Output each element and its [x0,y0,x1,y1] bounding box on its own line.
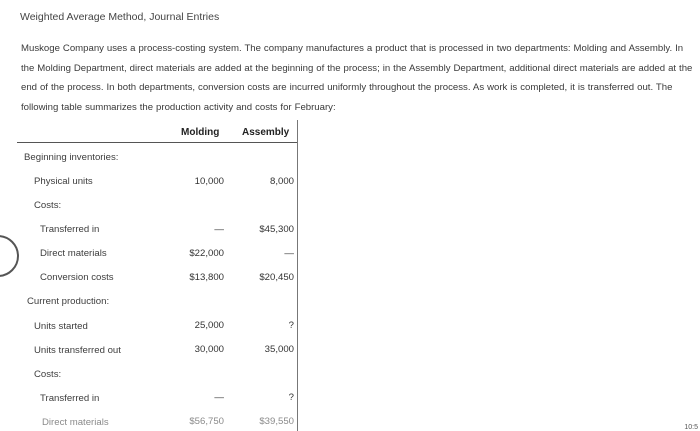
row-label-conversion-costs: Conversion costs [40,272,114,283]
table-right-border [297,120,298,431]
row-label-costs-current: Costs: [34,369,62,380]
cell-molding-direct-materials-current: $56,750 [189,416,224,427]
cell-assembly-conversion-costs: $20,450 [259,272,294,283]
column-header-molding: Molding [181,127,220,138]
page-title: Weighted Average Method, Journal Entries [20,11,220,23]
row-label-costs: Costs: [34,200,62,211]
cell-assembly-transferred-in: $45,300 [259,224,294,235]
row-label-direct-materials: Direct materials [40,248,107,259]
corner-label: 10:5 [684,424,698,431]
cell-molding-physical-units: 10,000 [194,176,224,187]
cell-molding-transferred-in: — [214,224,224,235]
column-header-assembly: Assembly [242,127,290,138]
cell-assembly-direct-materials-current: $39,550 [259,416,294,427]
row-label-physical-units: Physical units [34,176,93,187]
cell-assembly-units-started: ? [288,320,294,331]
cell-molding-units-started: 25,000 [194,320,224,331]
row-label-current-production: Current production: [27,296,110,307]
cell-molding-transferred-in-current: — [214,392,224,403]
cell-molding-direct-materials: $22,000 [189,248,224,259]
problem-description: Muskoge Company uses a process-costing system. The company manufactures a product that is processed in two departments: Molding and Assembly. In the Molding Department, direct materials are added at the beginning of the process; in the Assembly Department, additional direct materials are added at the end of the process. In both departments, conversion costs are incurred uniformly throughout the process. As work is completed, it is transferred out. The following table summarizes the production activity and costs for February: [21,43,693,113]
row-label-transferred-in-current: Transferred in [40,393,100,404]
row-label-units-started: Units started [34,321,88,332]
cell-molding-conversion-costs: $13,800 [189,272,224,283]
row-label-units-transferred-out: Units transferred out [34,345,121,356]
cell-molding-units-transferred-out: 30,000 [194,344,224,355]
header-divider [17,142,298,143]
cell-assembly-physical-units: 8,000 [269,176,294,187]
row-label-beginning-inventories: Beginning inventories: [24,152,119,163]
cell-assembly-units-transferred-out: 35,000 [264,344,294,355]
cell-assembly-transferred-in-current: ? [288,392,294,403]
row-label-transferred-in: Transferred in [40,224,100,235]
cell-assembly-direct-materials: — [284,248,294,259]
row-label-direct-materials-current: Direct materials [42,417,109,428]
